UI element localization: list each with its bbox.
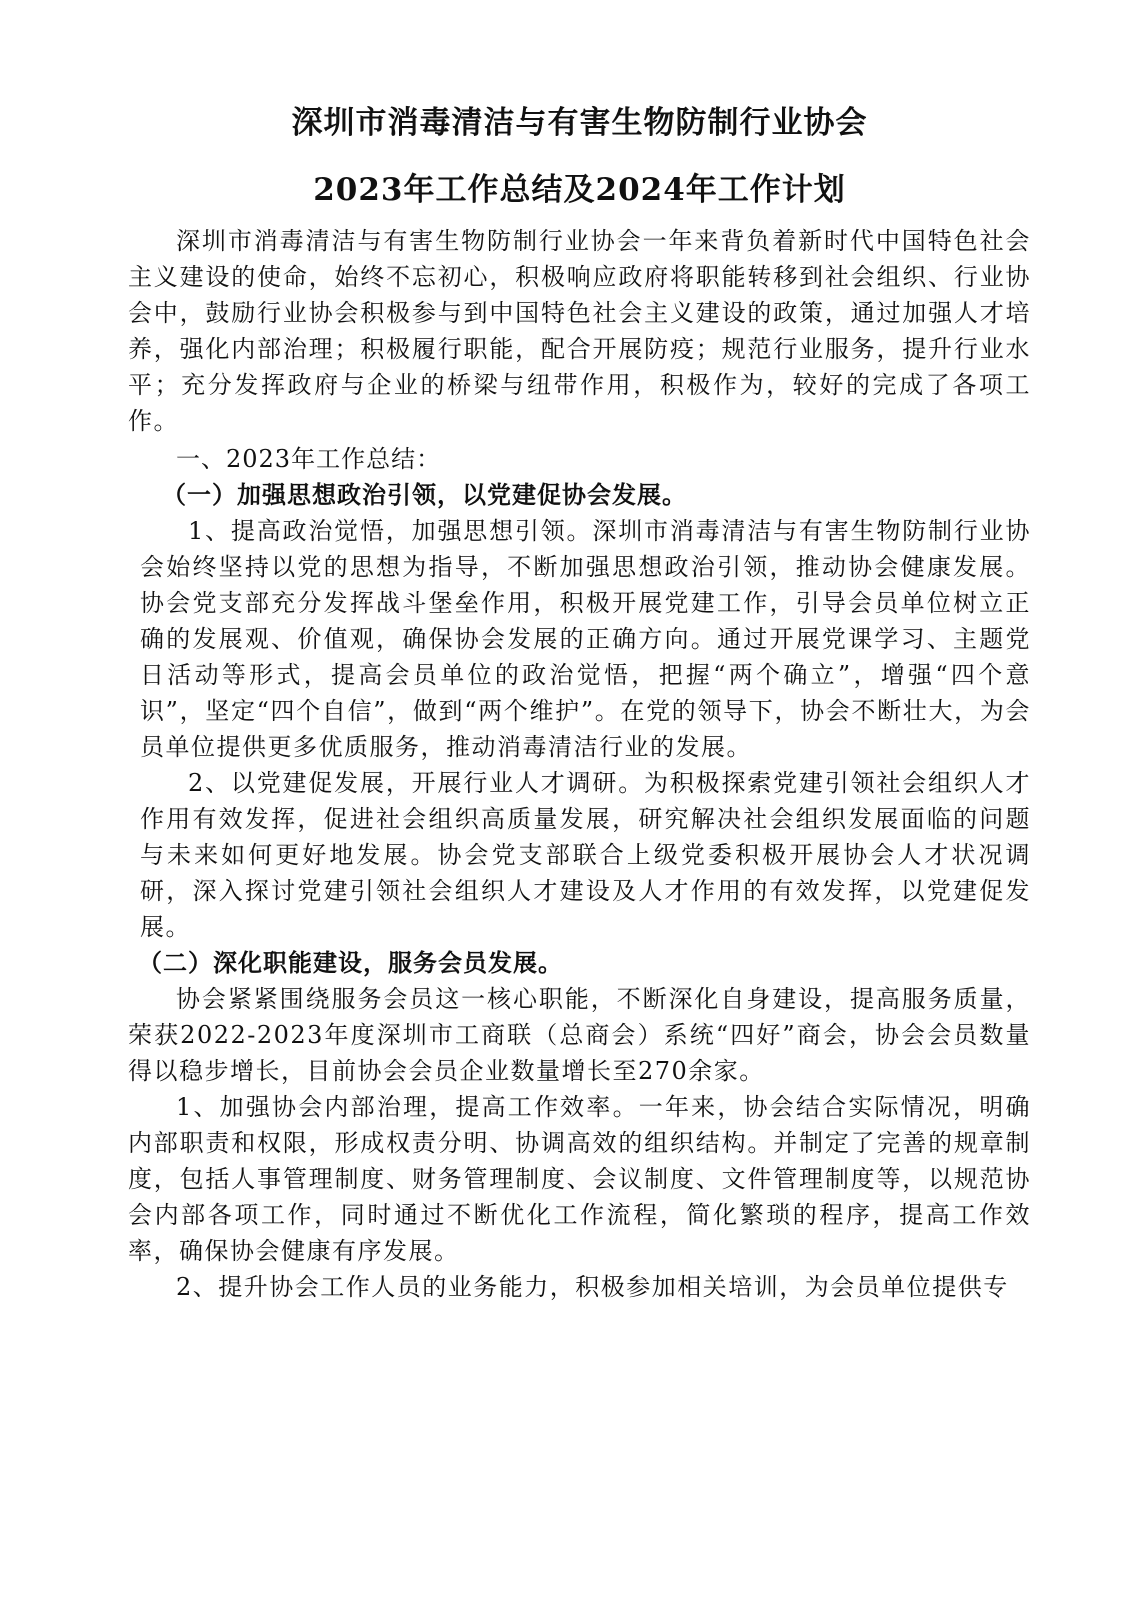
subsection2-item2: 2、提升协会工作人员的业务能力，积极参加相关培训，为会员单位提供专 bbox=[176, 1273, 1009, 1301]
subsection2-item1: 1、加强协会内部治理，提高工作效率。一年来，协会结合实际情况，明确内部职责和权限，形成权责分明、协调高效的组织结构。并制定了完善的规章制度，包括人事管理制度、财务管理制度、会议制度、文件管理制度等，以规范协会内部各项工作，同时通过不断优化工作流程，简化繁琐的程序，提高工作效率，确保协会健康有序发展。 bbox=[128, 1093, 1031, 1265]
document-title-line2: 2023年工作总结及2024年工作计划 bbox=[313, 172, 846, 208]
section1-heading: 一、2023年工作总结： bbox=[176, 445, 442, 473]
subsection2-heading: （二）深化职能建设，服务会员发展。 bbox=[138, 948, 563, 977]
document-title-line1: 深圳市消毒清洁与有害生物防制行业协会 bbox=[291, 105, 868, 141]
subsection1-item2: 2、以党建促发展，开展行业人才调研。为积极探索党建引领社会组织人才作用有效发挥，促进社会组织高质量发展，研究解决社会组织发展面临的问题与未来如何更好地发展。协会党支部联合上级党委积极开展协会人才状况调研，深入探讨党建引领社会组织人才建设及人才作用的有效发挥，以党建促发展。 bbox=[140, 769, 1031, 941]
subsection1-heading: （一）加强思想政治引领，以党建促协会发展。 bbox=[162, 480, 687, 509]
subsection2-intro: 协会紧紧围绕服务会员这一核心职能，不断深化自身建设，提高服务质量，荣获2022-2023年度深圳市工商联（总商会）系统“四好”商会，协会会员数量得以稳步增长，目前协会会员企业数量增长至270余家。 bbox=[128, 985, 1031, 1085]
intro-paragraph: 深圳市消毒清洁与有害生物防制行业协会一年来背负着新时代中国特色社会主义建设的使命，始终不忘初心，积极响应政府将职能转移到社会组织、行业协会中，鼓励行业协会积极参与到中国特色社会主义建设的政策，通过加强人才培养，强化内部治理；积极履行职能，配合开展防疫；规范行业服务，提升行业水平；充分发挥政府与企业的桥梁与纽带作用，积极作为，较好的完成了各项工作。 bbox=[128, 227, 1031, 435]
subsection1-item1: 1、提高政治觉悟，加强思想引领。深圳市消毒清洁与有害生物防制行业协会始终坚持以党的思想为指导，不断加强思想政治引领，推动协会健康发展。协会党支部充分发挥战斗堡垒作用，积极开展党建工作，引导会员单位树立正确的发展观、价值观，确保协会发展的正确方向。通过开展党课学习、主题党日活动等形式，提高会员单位的政治觉悟，把握“两个确立”，增强“四个意识”，坚定“四个自信”，做到“两个维护”。在党的领导下，协会不断壮大，为会员单位提供更多优质服务，推动消毒清洁行业的发展。 bbox=[140, 517, 1031, 761]
document-body bbox=[128, 223, 1031, 1305]
